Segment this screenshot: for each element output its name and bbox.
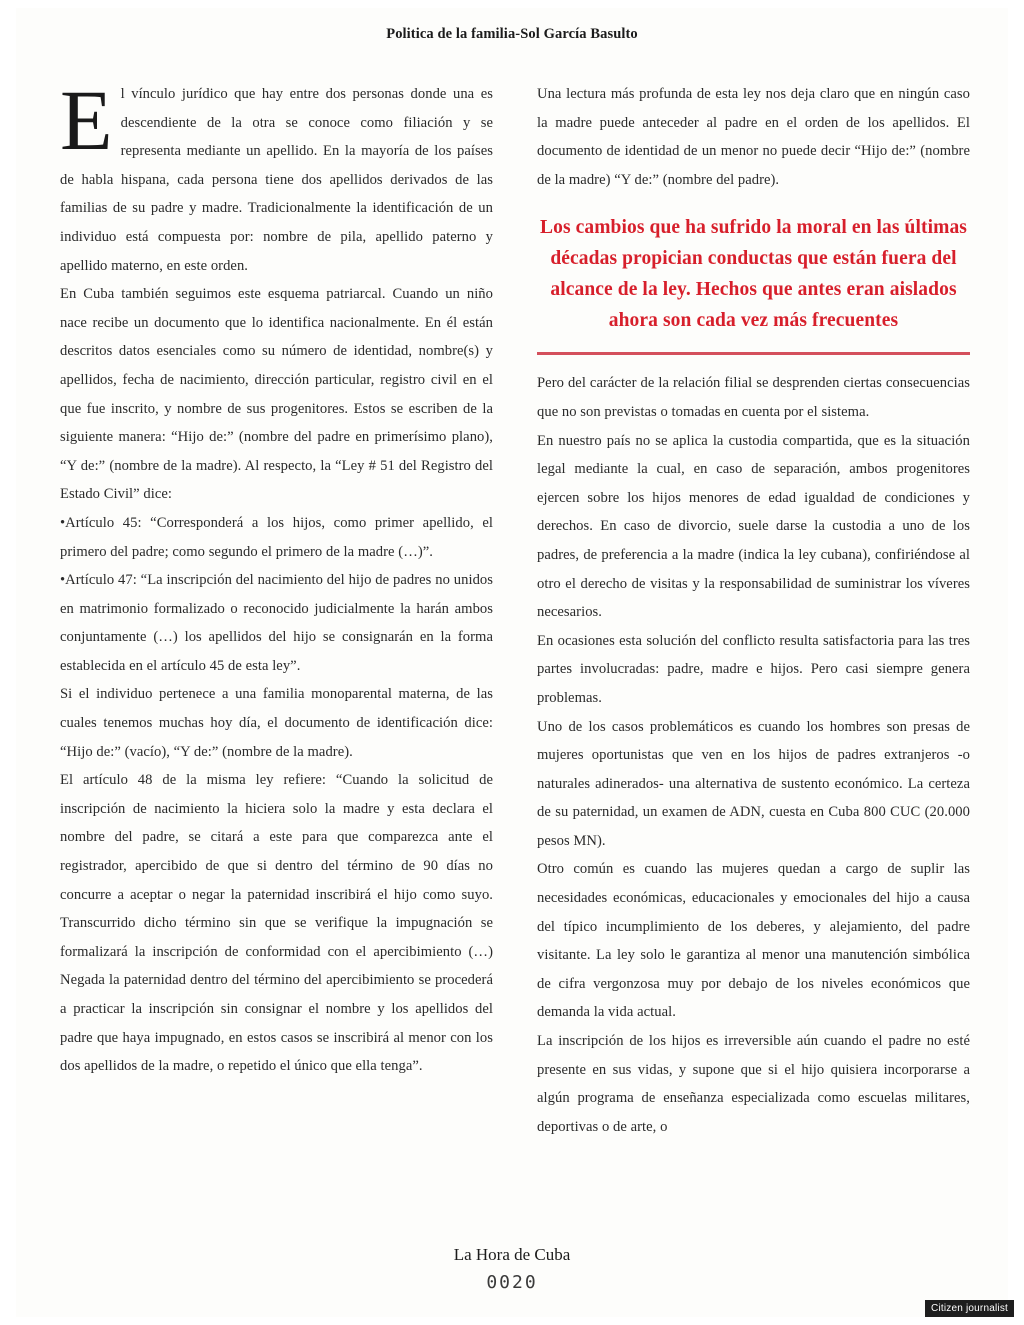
paragraph-right-7: La inscripción de los hijos es irreversible aún cuando el padre no esté presente en sus vidas, y supone que si el hijo quisiera incorporarse a algún programa de enseñanza especializada como escuelas militares, deportivas o de arte, o xyxy=(537,1033,970,1135)
bullet-marker: • xyxy=(60,572,66,589)
drop-cap: E xyxy=(60,72,113,168)
paragraph-left-4: El artículo 48 de la misma ley refiere: “Cuando la solicitud de inscripción de nacimiento la hiciera solo la madre y esta declara el nombre del padre, se citará a este para que comparezca ante el registrador, apercibido de que si dentro del término de 90 días no concurre a aceptar o negar la paternidad inscribirá el hijo como suyo. Transcurrido dicho término sin que se verifique la impugnación se formalizará la inscripción de conformidad con el apercibimiento (…) Negada la paternidad dentro del término del apercibimiento se procederá a practicar la inscripción sin consignar el nombre y los apellidos del padre que haya impugnado, en estos casos se inscribirá al menor con los dos apellidos de la madre, o repetido el único que ella tenga”. xyxy=(60,772,493,1075)
paragraph-left-1 xyxy=(60,72,493,280)
bullet-item-2-text: Artículo 47: “La inscripción del nacimiento del hijo de padres no unidos en matrimonio formalizado o reconocido judicialmente la harán ambos conjuntamente (…) los apellidos del hijo se consignarán en la forma establecida en el artículo 45 de esta ley”. xyxy=(60,572,493,674)
paragraph-right-3: En nuestro país no se aplica la custodia compartida, que es la situación legal mediante la cual, en caso de separación, ambos progenitores ejercen sobre los hijos menores de edad igualdad de condiciones y derechos. En caso de divorcio, suele darse la custodia a uno de los padres, de preferencia a la madre (indica la ley cubana), confiriéndose al otro el derecho de visitas y la responsabilidad de suministrar los víveres necesarios. xyxy=(537,432,970,621)
running-head: Politica de la familia-Sol García Basulto xyxy=(386,26,638,42)
bullet-item-1-text: Artículo 45: “Corresponderá a los hijos, como primer apellido, el primero del padre; como segundo el primero de la madre (…)”. xyxy=(60,514,493,560)
paragraph-right-5: Uno de los casos problemáticos es cuando los hombres son presas de mujeres oportunistas que ven en los hijos de padres extranjeros -o naturales adinerados- una alternativa de sustento económico. La certeza de su paternidad, un examen de ADN, cuesta en Cuba 800 CUC (20.000 pesos MN). xyxy=(537,718,970,849)
pull-quote: Los cambios que ha sufrido la moral en las últimas décadas propician conductas que están fuera del alcance de la ley. Hechos que antes eran aislados ahora son cada vez más frecuentes xyxy=(539,217,967,332)
footer-page-number: 0020 xyxy=(486,1272,538,1293)
paragraph-right-4: En ocasiones esta solución del conflicto resulta satisfactoria para las tres partes involucradas: padre, madre e hijos. Pero casi siempre genera problemas. xyxy=(537,632,970,706)
paper-sheet xyxy=(16,8,1008,1317)
bullet-item-1 xyxy=(60,509,493,566)
right-column xyxy=(537,80,970,1240)
paragraph-right-1: Una lectura más profunda de esta ley nos deja claro que en ningún caso la madre puede anteceder al padre en el orden de los apellidos. El documento de identidad de un menor no puede decir “Hijo de:” (nombre de la madre) “Y de:” (nombre del padre). xyxy=(537,86,970,188)
horizontal-rule xyxy=(537,352,970,355)
footer-publication-title: La Hora de Cuba xyxy=(453,1245,571,1264)
paragraph-left-2: En Cuba también seguimos este esquema patriarcal. Cuando un niño nace recibe un documento que lo identifica nacionalmente. En él están descritos datos esenciales como su número de identidad, nombre(s) y apellidos, fecha de nacimiento, dirección particular, registro civil en el que fue inscrito, y nombre de sus progenitores. Estos se escriben de la siguiente manera: “Hijo de:” (nombre del padre en primerísimo plano), “Y de:” (nombre de la madre). Al respecto, la “Ley # 51 del Registro del Estado Civil” dice: xyxy=(60,286,493,503)
left-column xyxy=(60,72,493,1240)
paragraph-right-2: Pero del carácter de la relación filial se desprenden ciertas consecuencias que no son previstas o tomadas en cuenta por el sistema. xyxy=(537,375,970,420)
paragraph-left-3: Si el individuo pertenece a una familia monoparental materna, de las cuales tenemos muchas hoy día, el documento de identificación dice: “Hijo de:” (vacío), “Y de:” (nombre de la madre). xyxy=(60,686,493,760)
article-columns xyxy=(60,72,970,1240)
status-badge: Citizen journalist xyxy=(925,1300,1014,1317)
bullet-marker: • xyxy=(60,514,66,531)
bullet-item-2 xyxy=(60,566,493,680)
paragraph-left-1-text: l vínculo jurídico que hay entre dos personas donde una es descendiente de la otra se conoce como filiación y se representa mediante un apellido. En la mayoría de los países de habla hispana, cada persona tiene dos apellidos derivados de las familias de su padre y madre. Tradicionalmente la identificación de un individuo está compuesta por: nombre de pila, apellido paterno y apellido materno, en este orden. xyxy=(60,86,493,274)
paragraph-right-6: Otro común es cuando las mujeres quedan a cargo de suplir las necesidades económicas, educacionales y emocionales del hijo a causa del típico incumplimiento de los deberes, y alejamiento, del padre visitante. La ley solo le garantiza al menor una manutención simbólica de cifra vergonzosa muy por debajo de los niveles económicos que demanda la vida actual. xyxy=(537,861,970,1021)
